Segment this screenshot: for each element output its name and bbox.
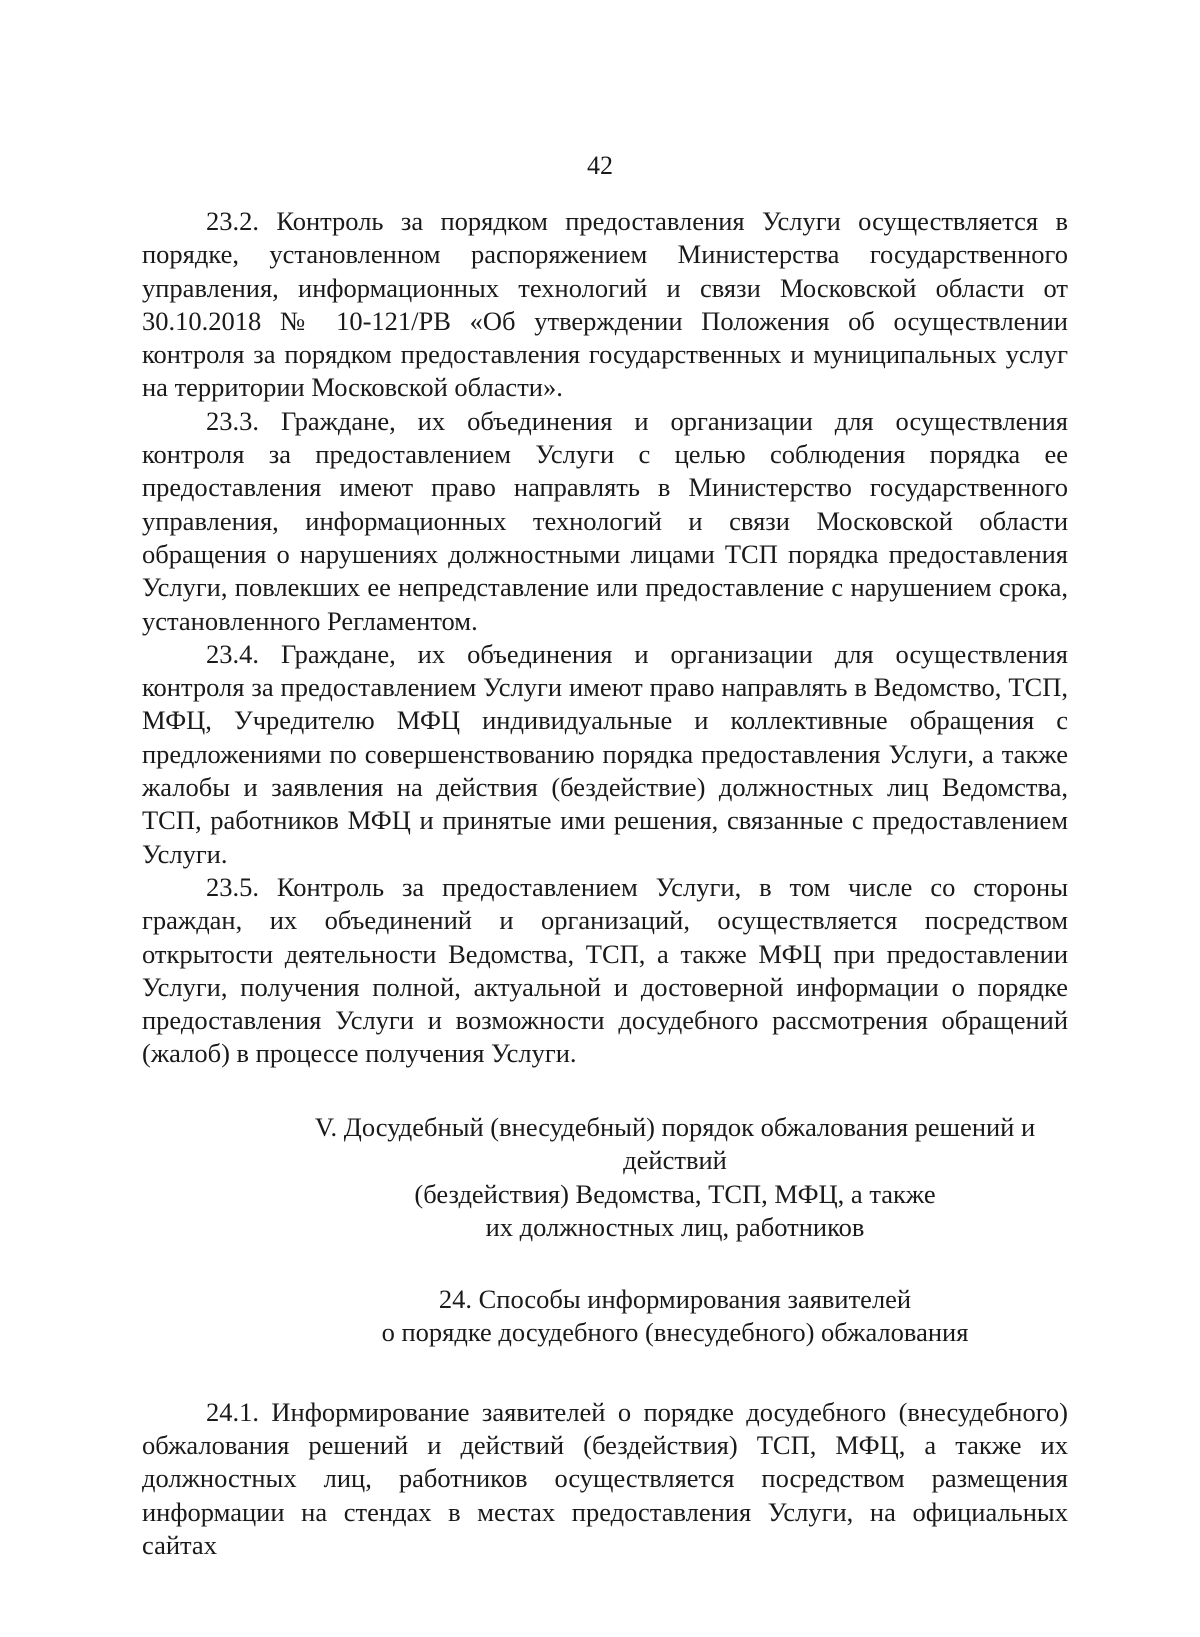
paragraph-23-5: 23.5. Контроль за предоставлением Услуги, в том числе со стороны граждан, их объединений и организаций, осуществляется посредством открытости деятельности Ведомства, ТСП, а также МФЦ при предоставлении Услуги, получения полной, актуальной и достоверной информации о порядке предоставления Услуги и возможности досудебного рассмотрения обращений (жалоб) в процессе получения Услуги. bbox=[142, 871, 1068, 1069]
paragraph-23-2: 23.2. Контроль за порядком предоставления Услуги осуществляется в порядке, установленном распоряжением Министерства государственного управления, информационных технологий и связи Московской области от 30.10.2018 № 10-121/РВ «Об утверждении Положения об осуществлении контроля за порядком предоставления государственных и муниципальных услуг на территории Московской области». bbox=[142, 206, 1068, 403]
paragraph-23-3: 23.3. Граждане, их объединения и организации для осуществления контроля за предоставлением Услуги с целью соблюдения порядка ее предоставления имеют право направлять в Министерство государственного управления, информационных технологий и связи Московской области обращения о нарушениях должностными лицами ТСП порядка предоставления Услуги, повлекших ее непредставление или предоставление с нарушением срока, установленного Регламентом. bbox=[142, 405, 1068, 636]
paragraph-24-1: 24.1. Информирование заявителей о порядке досудебного (внесудебного) обжалования решений и действий (бездействия) ТСП, МФЦ, а также их должностных лиц, работников осуществляется посредством размещения информации на стендах в местах предоставления Услуги, на официальных сайтах bbox=[142, 1396, 1068, 1560]
subsection-heading-line: о порядке досудебного (внесудебного) обжалования bbox=[381, 1317, 969, 1348]
paragraph-23-4: 23.4. Граждане, их объединения и организации для осуществления контроля за предоставлением Услуги имеют право направлять в Ведомство, ТСП, МФЦ, Учредителю МФЦ индивидуальные и коллективные обращения с предложениями по совершенствованию порядка предоставления Услуги, а также жалобы и заявления на действия (бездействие) должностных лиц Ведомства, ТСП, работников МФЦ и принятые ими решения, связанные с предоставлением Услуги. bbox=[142, 638, 1068, 869]
subsection-heading bbox=[142, 1283, 1068, 1350]
section-heading-line: их должностных лиц, работников bbox=[485, 1212, 865, 1243]
subsection-heading-line: 24. Способы информирования заявителей bbox=[438, 1283, 912, 1314]
section-heading-line: V. Досудебный (внесудебный) порядок обжалования решений и действий bbox=[314, 1111, 1036, 1176]
section-heading-line: (бездействия) Ведомства, ТСП, МФЦ, а также bbox=[414, 1178, 936, 1209]
document-body bbox=[142, 205, 1068, 1562]
section-heading bbox=[142, 1111, 1068, 1245]
page-number: 42 bbox=[587, 151, 613, 180]
